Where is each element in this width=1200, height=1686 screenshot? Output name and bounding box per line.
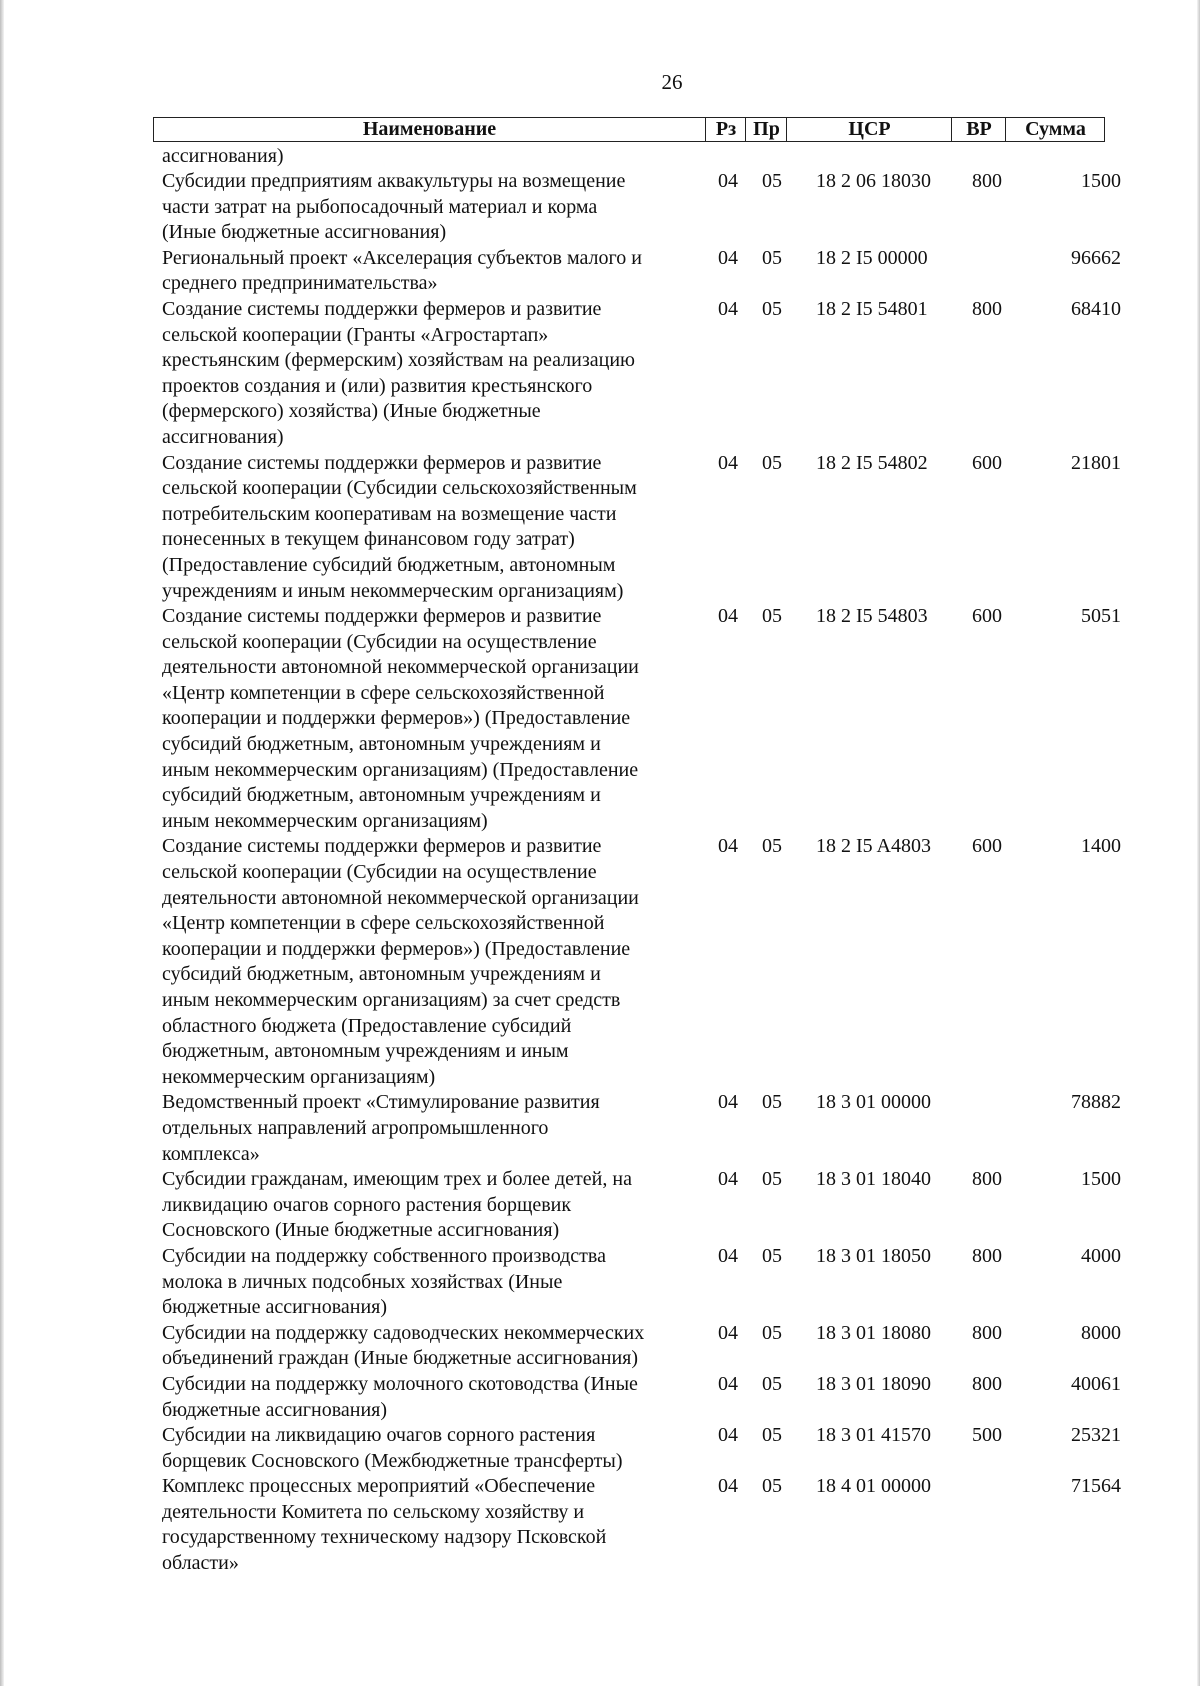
row-name: Создание системы поддержки фермеров и развитие сельской кооперации (Субсидии на осуществление деятельности автономной некоммерческой организации «Центр компетенции в сфере сельскохозяйственной кооперации и поддержки фермеров») (Предоставление субсидий бюджетным, автономным учреждениям и иным некоммерческим организациям) (Предоставление субсидий бюджетным, автономным учреждениям и иным некоммерческим организациям) [162, 605, 639, 832]
table-row [0, 1372, 1200, 1423]
row-pr: 05 [762, 1168, 782, 1191]
row-csr: 18 2 I5 54802 [816, 451, 928, 474]
row-pr: 05 [762, 170, 782, 192]
row-name: Комплекс процессных мероприятий «Обеспечение деятельности Комитета по сельскому хозяйству и государственному техническому надзору Псковской области» [162, 1475, 607, 1575]
table-row [0, 297, 1200, 451]
row-rz: 04 [718, 605, 738, 628]
row-csr: 18 2 I5 54801 [816, 297, 928, 320]
row-name: Создание системы поддержки фермеров и развитие сельской кооперации (Гранты «Агростартап» крестьянским (фермерским) хозяйствам на реализацию проектов создания и (или) развития крестьянского (фермерского) хозяйства) (Иные бюджетные ассигнования) [162, 297, 635, 448]
row-rz: 04 [718, 1372, 738, 1395]
row-csr: 18 3 01 18040 [816, 1168, 931, 1191]
header-sum: Сумма [1005, 118, 1105, 141]
row-csr: 18 2 I5 A4803 [816, 835, 931, 858]
row-name: Ведомственный проект «Стимулирование развития отдельных направлений агропромышленного комплекса» [162, 1091, 600, 1165]
row-pr: 05 [762, 451, 782, 474]
row-sum: 8000 [1081, 1321, 1121, 1344]
table-row [0, 169, 1200, 246]
row-csr: 18 3 01 18080 [816, 1321, 931, 1344]
row-vr: 800 [972, 1244, 1002, 1267]
row-csr: 18 3 01 18090 [816, 1372, 931, 1395]
row-name: Региональный проект «Акселерация субъектов малого и среднего предпринимательства» [162, 246, 642, 295]
row-sum: 1500 [1081, 170, 1121, 192]
row-vr: 800 [972, 1372, 1002, 1395]
header-vr: ВР [951, 118, 1006, 141]
table-row [0, 246, 1200, 297]
row-name: Субсидии на ликвидацию очагов сорного растения борщевик Сосновского (Межбюджетные трансферты) [162, 1424, 623, 1472]
row-sum: 1500 [1081, 1168, 1121, 1191]
row-vr: 600 [972, 605, 1002, 628]
row-name: Создание системы поддержки фермеров и развитие сельской кооперации (Субсидии на осуществление деятельности автономной некоммерческой организации «Центр компетенции в сфере сельскохозяйственной кооперации и поддержки фермеров») (Предоставление субсидий бюджетным, автономным учреждениям и иным некоммерческим организациям) за счет средств областного бюджета (Предоставление субсидий бюджетным, автономным учреждениям и иным некоммерческим организациям) [162, 835, 639, 1088]
row-rz: 04 [718, 170, 738, 192]
row-sum: 25321 [1071, 1424, 1121, 1447]
row-rz: 04 [718, 1168, 738, 1191]
row-vr: 800 [972, 1168, 1002, 1191]
row-pr: 05 [762, 246, 782, 269]
table-row [0, 834, 1200, 1090]
row-pr: 05 [762, 1091, 782, 1114]
row-vr: 500 [972, 1424, 1002, 1447]
row-vr: 800 [972, 170, 1002, 192]
continued-text: ассигнования) [162, 145, 284, 167]
row-pr: 05 [762, 1244, 782, 1267]
header-rz: Рз [705, 118, 746, 141]
row-pr: 05 [762, 297, 782, 320]
row-name: Субсидии на поддержку собственного производства молока в личных подсобных хозяйствах (Иные бюджетные ассигнования) [162, 1244, 606, 1319]
table-row [0, 1167, 1200, 1244]
row-csr: 18 2 I5 54803 [816, 605, 928, 628]
table-row [0, 451, 1200, 605]
row-sum: 78882 [1071, 1091, 1121, 1114]
table-row [0, 1321, 1200, 1372]
row-rz: 04 [718, 1424, 738, 1447]
row-csr: 18 3 01 18050 [816, 1244, 931, 1267]
row-pr: 05 [762, 1475, 782, 1498]
row-name: Субсидии на поддержку молочного скотоводства (Иные бюджетные ассигнования) [162, 1372, 638, 1421]
table-row [0, 604, 1200, 834]
header-csr: ЦСР [786, 118, 952, 141]
table-row [0, 1244, 1200, 1321]
row-sum: 21801 [1071, 451, 1121, 474]
header-pr: Пр [745, 118, 787, 141]
row-sum: 1400 [1081, 835, 1121, 858]
row-sum: 4000 [1081, 1244, 1121, 1267]
row-csr: 18 2 I5 00000 [816, 246, 928, 269]
row-vr: 800 [972, 1321, 1002, 1344]
row-rz: 04 [718, 1244, 738, 1267]
row-name: Субсидии на поддержку садоводческих некоммерческих объединений граждан (Иные бюджетные ассигнования) [162, 1321, 645, 1370]
row-name: Субсидии гражданам, имеющим трех и более детей, на ликвидацию очагов сорного растения борщевик Сосновского (Иные бюджетные ассигнования) [162, 1168, 632, 1242]
page-number: 26 [661, 70, 683, 94]
table-row [0, 1423, 1200, 1474]
row-pr: 05 [762, 605, 782, 628]
table-row [0, 1474, 1200, 1576]
row-rz: 04 [718, 297, 738, 320]
row-rz: 04 [718, 1321, 738, 1344]
row-csr: 18 2 06 18030 [816, 170, 931, 192]
row-pr: 05 [762, 1372, 782, 1395]
row-sum: 5051 [1081, 605, 1121, 628]
row-sum: 96662 [1071, 246, 1121, 269]
row-rz: 04 [718, 835, 738, 858]
row-vr: 800 [972, 297, 1002, 320]
header-name: Наименование [362, 118, 497, 140]
row-vr: 600 [972, 835, 1002, 858]
table-header [153, 117, 1105, 142]
row-csr: 18 4 01 00000 [816, 1475, 931, 1498]
table-body [0, 169, 1200, 1577]
row-pr: 05 [762, 835, 782, 858]
row-pr: 05 [762, 1321, 782, 1344]
row-sum: 71564 [1071, 1475, 1121, 1498]
row-rz: 04 [718, 1091, 738, 1114]
row-sum: 68410 [1071, 297, 1121, 320]
row-csr: 18 3 01 41570 [816, 1424, 931, 1447]
row-rz: 04 [718, 1475, 738, 1498]
row-name: Субсидии предприятиям аквакультуры на возмещение части затрат на рыбопосадочный материал и корма (Иные бюджетные ассигнования) [162, 170, 626, 244]
row-rz: 04 [718, 246, 738, 269]
table-row [0, 1090, 1200, 1167]
row-rz: 04 [718, 451, 738, 474]
row-vr: 600 [972, 451, 1002, 474]
row-sum: 40061 [1071, 1372, 1121, 1395]
row-csr: 18 3 01 00000 [816, 1091, 931, 1114]
row-name: Создание системы поддержки фермеров и развитие сельской кооперации (Субсидии сельскохозяйственным потребительским кооперативам на возмещение части понесенных в текущем финансовом году затрат) (Предоставление субсидий бюджетным, автономным учреждениям и иным некоммерческим организациям) [162, 451, 637, 602]
row-pr: 05 [762, 1424, 782, 1447]
